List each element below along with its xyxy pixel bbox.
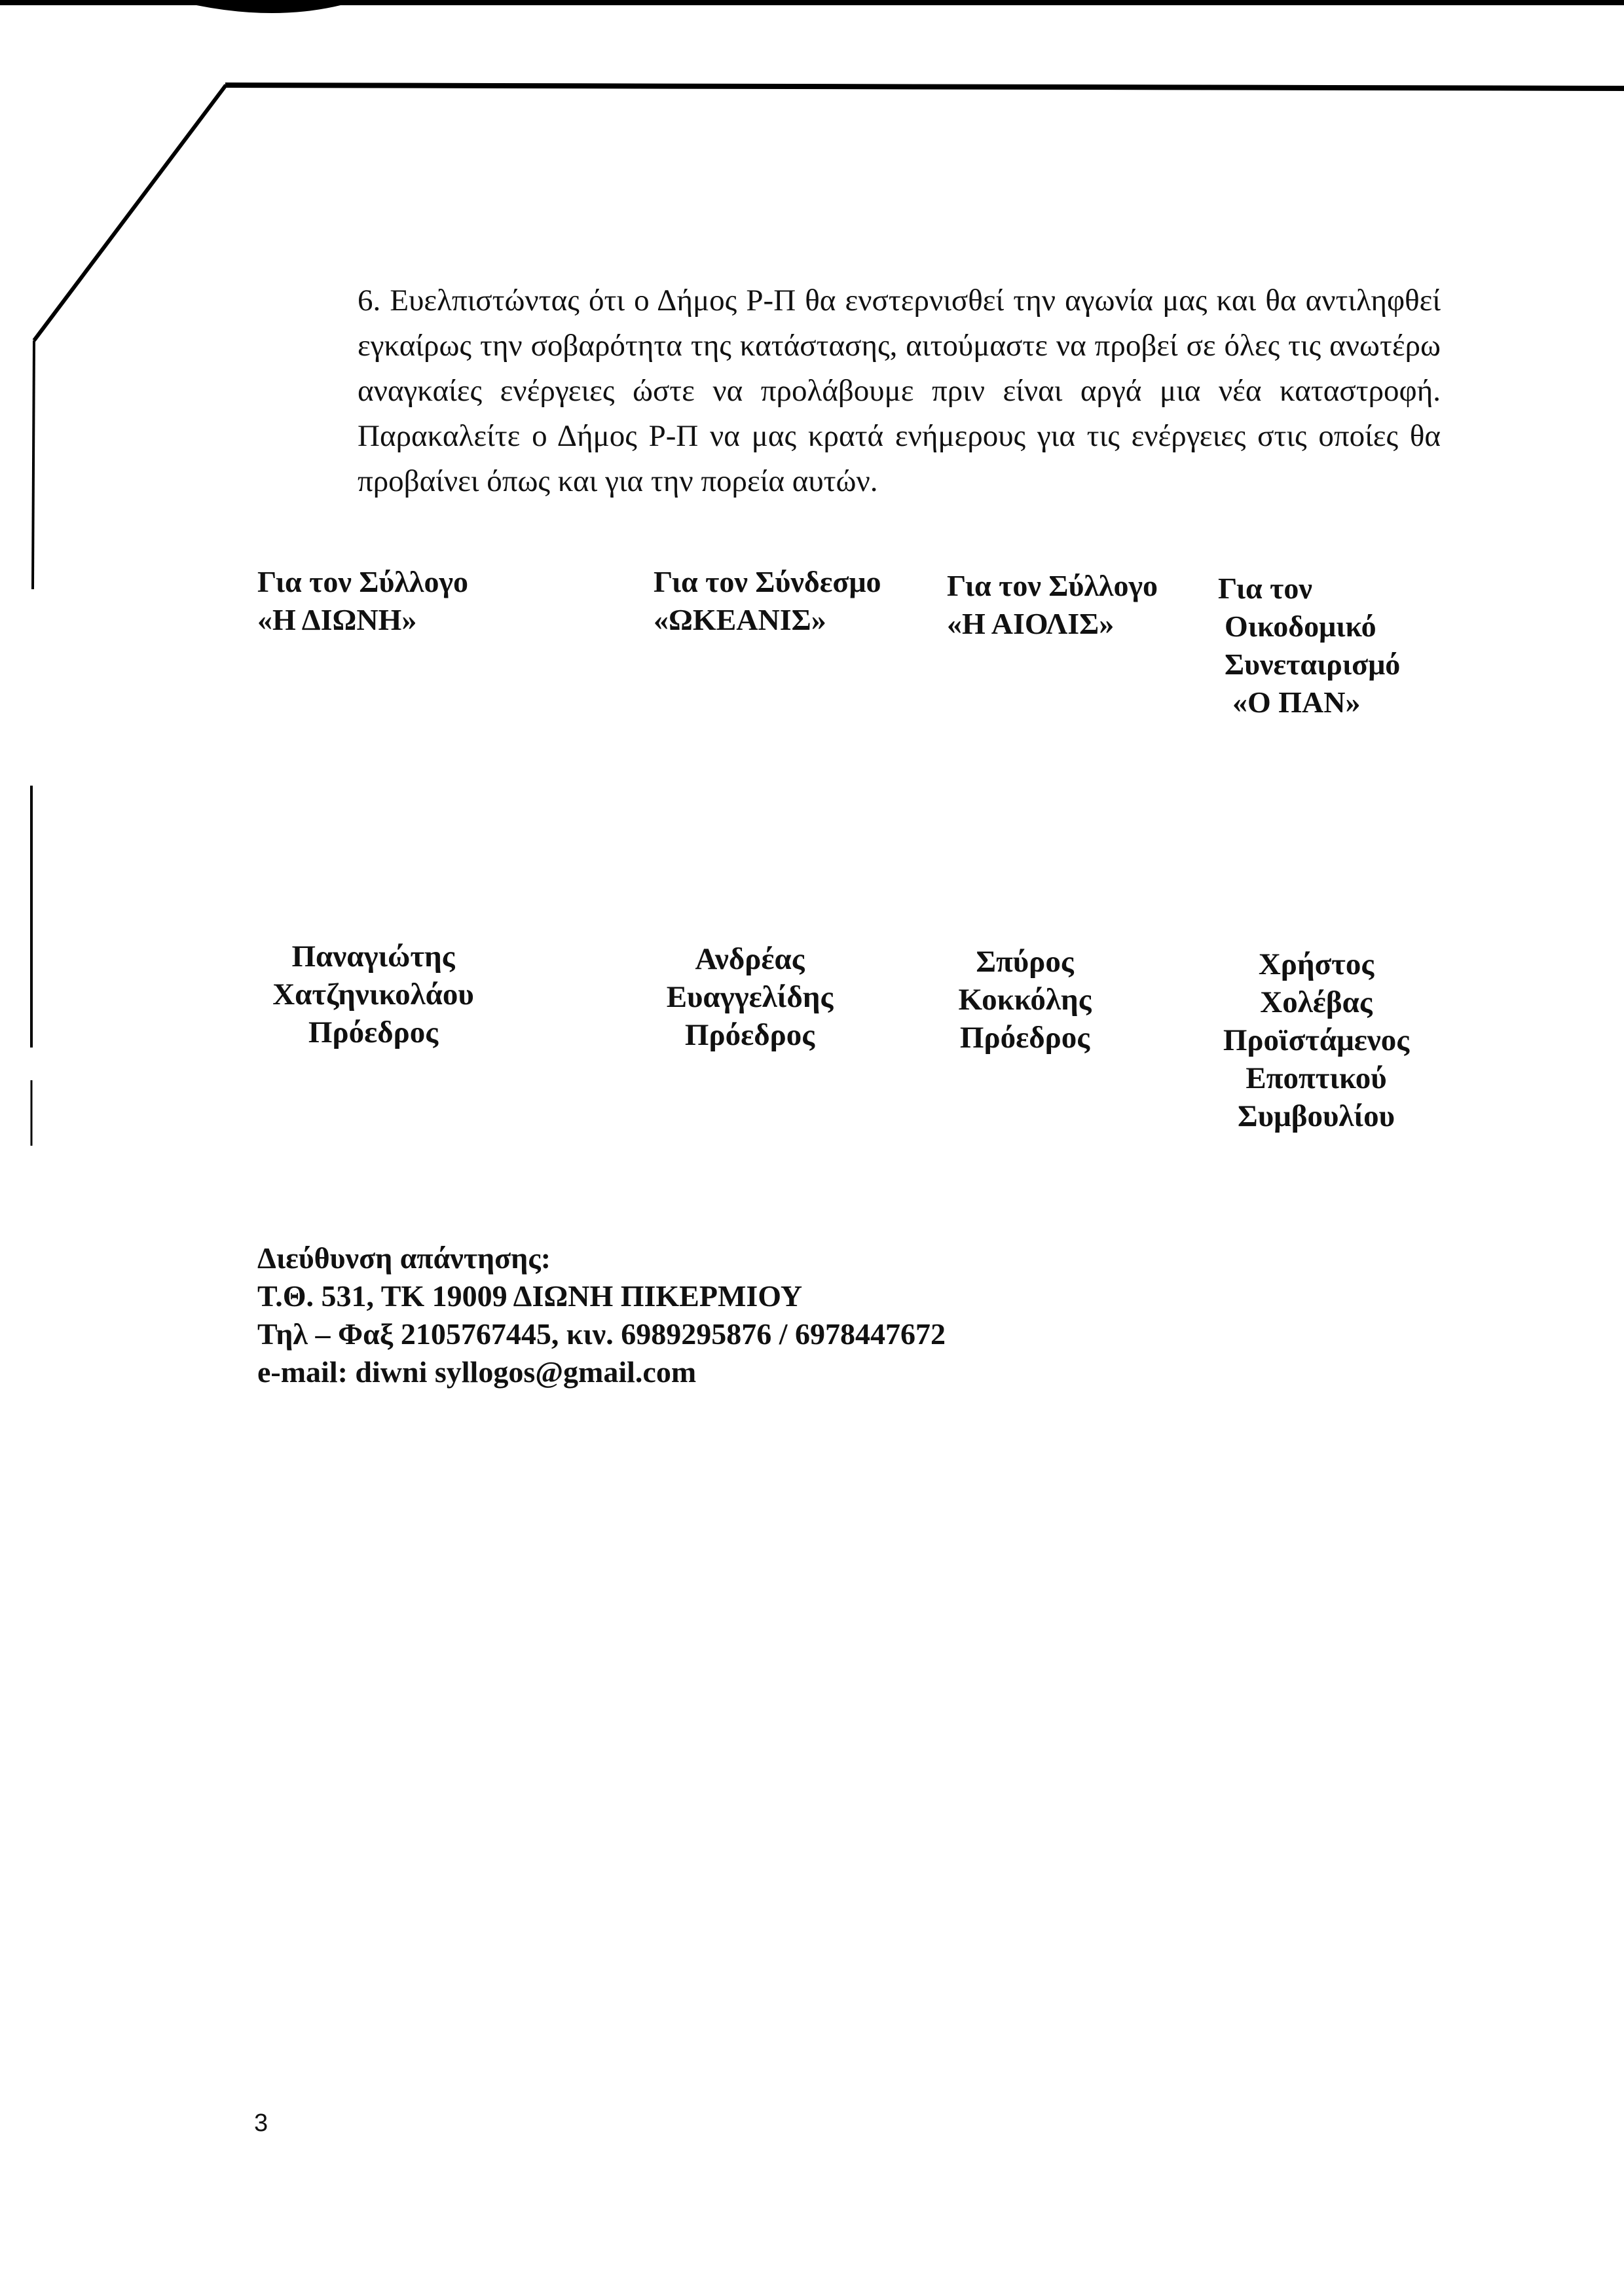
signatory-org-3: Για τον Σύλλογο «Η ΑΙΟΛΙΣ» <box>947 569 1158 640</box>
signatory-name-4: Χρήστος Χολέβας Προϊστάμενος Εποπτικού Συμβουλίου <box>1223 947 1410 1133</box>
signatory-org-4: Για τον Οικοδομικό Συνεταιρισμό «Ο ΠΑΝ» <box>1218 572 1401 719</box>
address-phone: Τηλ – Φαξ 2105767445, κιν. 6989295876 / 6978447672 <box>257 1317 946 1351</box>
address-heading: Διεύθυνση απάντησης: <box>257 1241 551 1275</box>
address-email: e-mail: diwni syllogos@gmail.com <box>257 1355 697 1389</box>
reply-address <box>257 1239 946 1391</box>
signatory-org-2: Για τον Σύνδεσμο «ΩΚΕΑΝΙΣ» <box>654 565 881 636</box>
signatory-name-1: Παναγιώτης Χατζηνικολάου Πρόεδρος <box>272 939 474 1049</box>
address-postal: Τ.Θ. 531, ΤΚ 19009 ΔΙΩΝΗ ΠΙΚΕΡΜΙΟΥ <box>257 1279 803 1313</box>
body-paragraph: 6. Ευελπιστώντας ότι ο Δήμος Ρ-Π θα ενστερνισθεί την αγωνία μας και θα αντιληφθεί εγκαίρως την σοβαρότητα της κατάστασης, αιτούμαστε να προβεί σε όλες τις ανωτέρω αναγκαίες ενέργειες ώστε να προλάβουμε πριν είναι αργά μια νέα καταστροφή. Παρακαλείτε ο Δήμος Ρ-Π να μας κρατά ενήμερους για τις ενέργειες στις οποίες θα προβαίνει όπως και για την πορεία αυτών. <box>358 283 1441 498</box>
signatory-name-2: Ανδρέας Ευαγγελίδης Πρόεδρος <box>666 942 834 1052</box>
signatory-name-3: Σπύρος Κοκκόλης Πρόεδρος <box>958 945 1092 1055</box>
page-number: 3 <box>254 2109 268 2137</box>
signatory-org-1: Για τον Σύλλογο «Η ΔΙΩΝΗ» <box>257 565 469 636</box>
